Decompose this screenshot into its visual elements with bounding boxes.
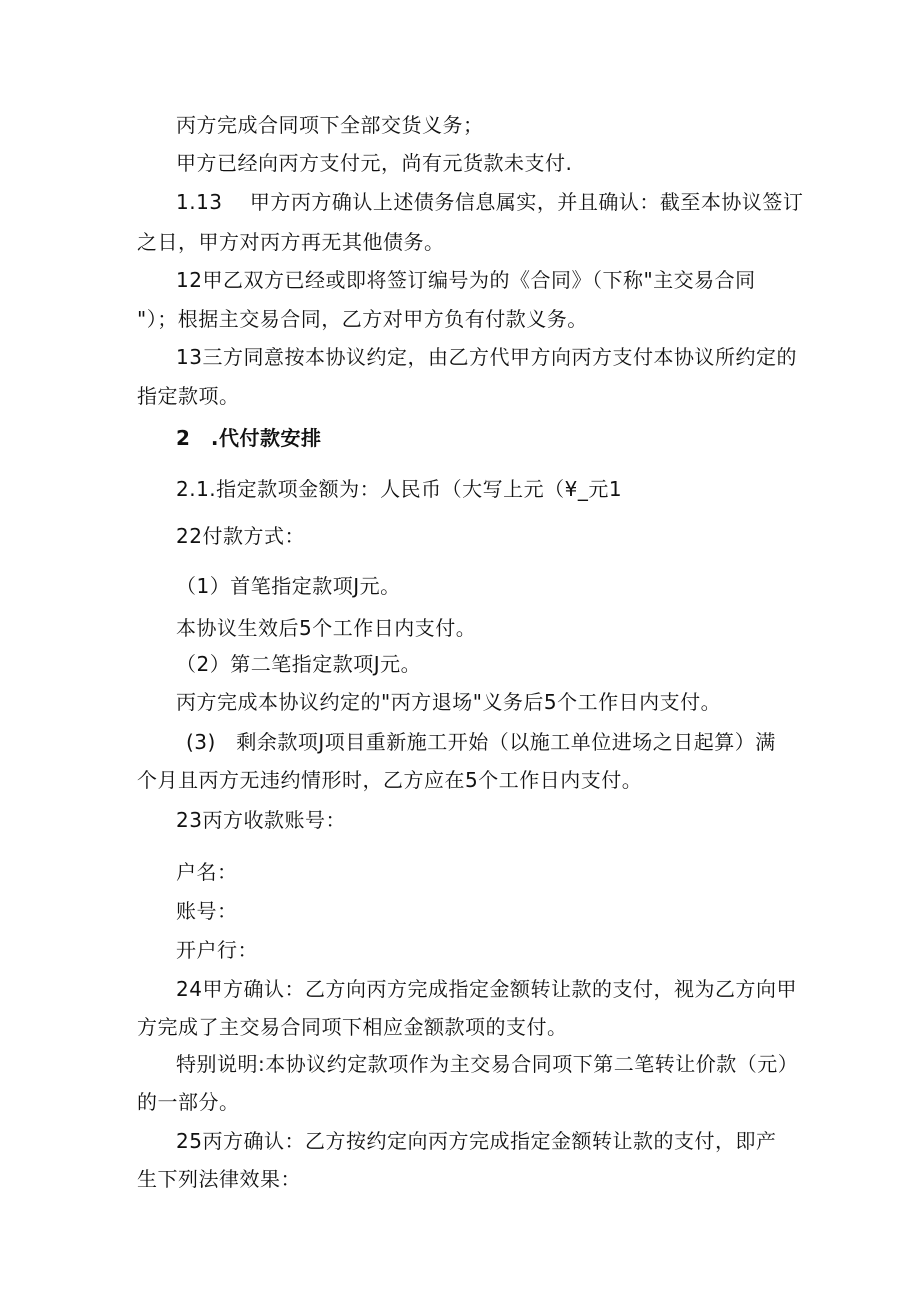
text-line-clause-12: 12甲乙双方已经或即将签订编号为的《合同》（下称"主交易合同: [176, 268, 756, 292]
text-line-clause-13: 13三方同意按本协议约定，由乙方代甲方向丙方支付本协议所约定的: [176, 345, 797, 369]
text-line-clause-1-13-cont: 之日，甲方对丙方再无其他债务。: [137, 230, 445, 254]
text-line-account-name: 户名：: [176, 860, 238, 884]
text-line-second-payment-timing: 丙方完成本协议约定的"丙方退场"义务后5个工作日内支付。: [176, 690, 722, 714]
text-line-clause-1-13: 1.13 甲方丙方确认上述债务信息属实，并且确认：截至本协议签订: [176, 190, 804, 214]
section-heading-payment-arrangement: 2 .代付款安排: [176, 426, 322, 450]
text-line-account-number: 账号：: [176, 899, 238, 923]
text-line-first-payment-timing: 本协议生效后5个工作日内支付。: [176, 616, 477, 640]
text-line-delivery-complete: 丙方完成合同项下全部交货义务；: [176, 113, 484, 137]
text-line-remaining-payment: (3) 剩余款项J项目重新施工开始（以施工单位进场之日起算）满: [186, 730, 776, 754]
text-line-first-payment: （1）首笔指定款项J元。: [176, 574, 401, 598]
text-line-clause-22: 22付款方式：: [176, 524, 305, 548]
text-line-payment-status: 甲方已经向丙方支付元，尚有元货款未支付.: [176, 151, 573, 175]
text-line-clause-24: 24甲方确认：乙方向丙方完成指定金额转让款的支付，视为乙方向甲: [176, 977, 797, 1001]
text-line-clause-25: 25丙方确认：乙方按约定向丙方完成指定金额转让款的支付，即产: [176, 1129, 777, 1153]
text-line-second-payment: （2）第二笔指定款项J元。: [176, 652, 422, 676]
text-line-clause-24-cont: 方完成了主交易合同项下相应金额款项的支付。: [137, 1015, 568, 1039]
text-line-account-bank: 开户行：: [176, 938, 258, 962]
text-line-clause-13-cont: 指定款项。: [137, 384, 240, 408]
text-line-special-note-cont: 的一部分。: [137, 1090, 240, 1114]
text-line-remaining-payment-cont: 个月且丙方无违约情形时，乙方应在5个工作日内支付。: [137, 768, 643, 792]
text-line-clause-25-cont: 生下列法律效果：: [137, 1167, 301, 1191]
text-line-clause-12-cont: "）；根据主交易合同，乙方对甲方负有付款义务。: [137, 307, 588, 331]
text-line-special-note: 特别说明:本协议约定款项作为主交易合同项下第二笔转让价款（元）: [176, 1052, 799, 1076]
text-line-clause-2-1: 2.1.指定款项金额为：人民币（大写上元（¥_元1: [176, 477, 623, 501]
text-line-clause-23: 23丙方收款账号：: [176, 808, 346, 832]
